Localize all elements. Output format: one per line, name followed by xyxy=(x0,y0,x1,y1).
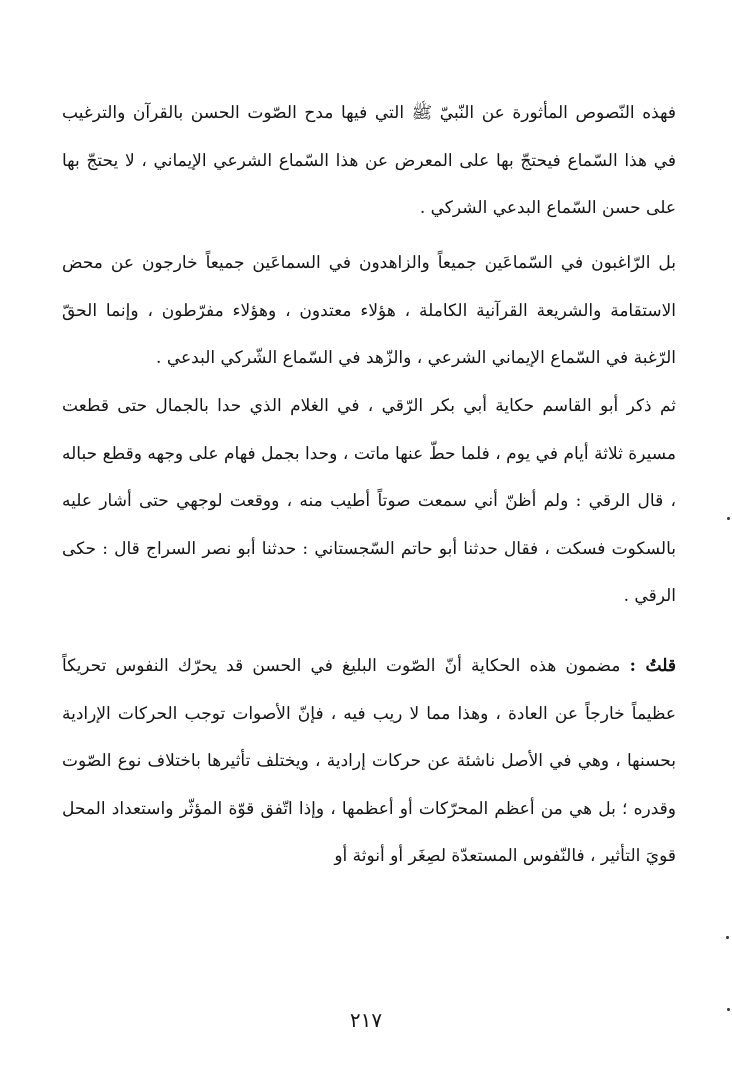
margin-mark xyxy=(727,517,730,520)
paragraph-4 xyxy=(62,643,676,881)
paragraph-4-body: مضمون هذه الحكاية أنّ الصّوت البليغ في الحسن قد يحرّك النفوس تحريكاً عظيماً خارجاً عن العادة ، وهذا مما لا ريب فيه ، فإنّ الأصوات توجب الحركات الإرادية بحسنها ، وهي في الأصل ناشئة عن حركات إرادية ، ويختلف تأثيرها باختلاف نوع الصّوت وقدره ؛ بل هي من أعظم المحرّكات أو أعظمها ، وإذا اتّفق قوّة المؤثّر واستعداد المحل قويَ التأثير ، فالنّفوس المستعدّة لصِغَر أو أنوثة أو xyxy=(62,656,676,866)
margin-mark xyxy=(726,936,729,939)
qult-lead-word: قلتُ : xyxy=(629,656,676,676)
margin-mark xyxy=(727,1008,730,1011)
paragraph-2: بل الرّاغبون في السّماعَين جميعاً والزاهدون في السماعَين جميعاً خارجون عن محض الاستقامة والشريعة القرآنية الكاملة ، هؤلاء معتدون ، وهؤلاء مفرّطون ، وإنما الحقّ الرّغبة في السّماع الإيماني الشرعي ، والزّهد في السّماع الشّركي البدعي . xyxy=(62,253,676,368)
paragraph-3: ثم ذكر أبو القاسم حكاية أبي بكر الرّقي ، في الغلام الذي حدا بالجمال حتى قطعت مسيرة ثلاثة أيام في يوم ، فلما حطّ عنها ماتت ، وحدا بجمل فهام على وجهه وقطع حباله ، قال الرقي : ولم أظنّ أني سمعت صوتاً أطيب منه ، ووقعت لوجهي حتى أشار عليه بالسكوت فسكت ، فقال حدثنا أبو حاتم السّجستاني : حدثنا أبو نصر السراج قال : حكى الرقي . xyxy=(62,396,676,606)
paragraph-1: فهذه النّصوص المأثورة عن النّبيّ ﷺ التي فيها مدح الصّوت الحسن بالقرآن والترغيب في هذا السّماع فيحتجّ بها على المعرض عن هذا السّماع الشرعي الإيماني ، لا يحتجّ بها على حسن السّماع البدعي الشركي . xyxy=(62,103,676,218)
page-number: ٢١٧ xyxy=(349,1008,383,1032)
